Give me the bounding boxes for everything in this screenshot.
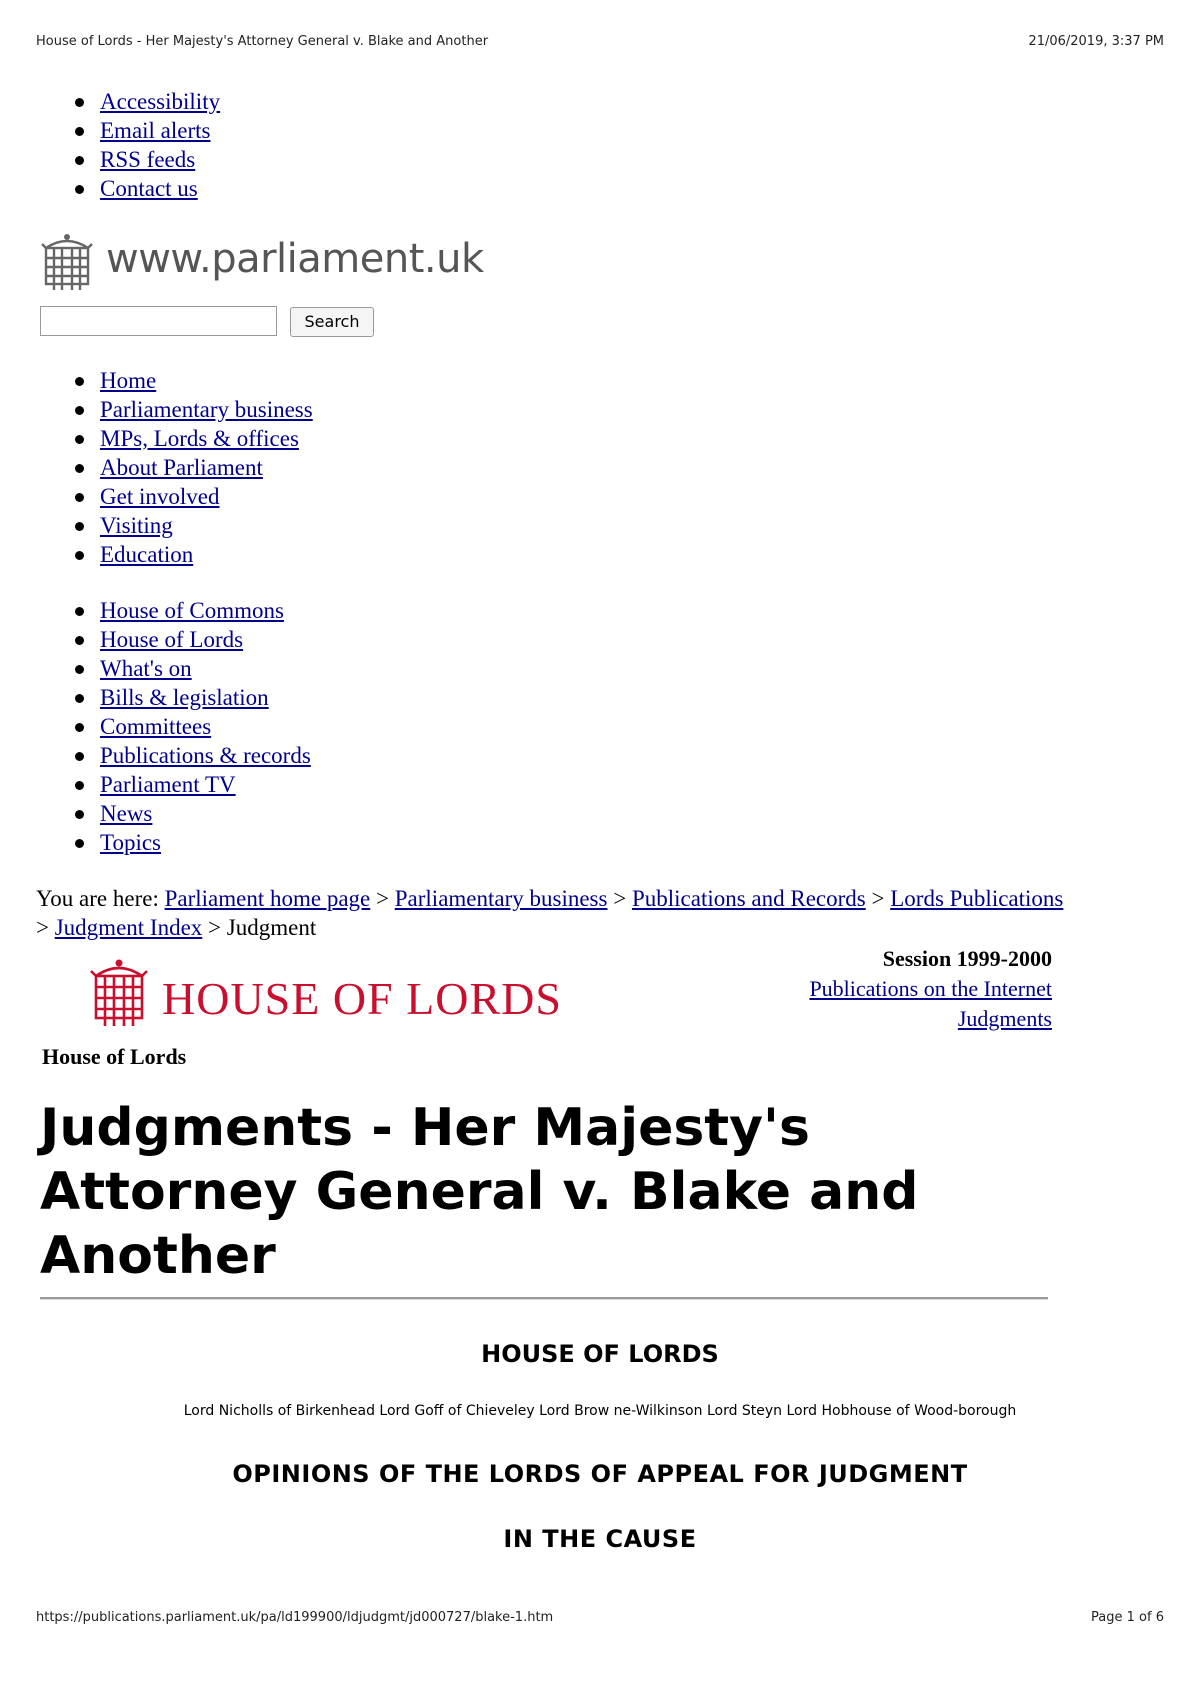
nav-topics-link[interactable]: Topics bbox=[100, 830, 161, 855]
accessibility-link[interactable]: Accessibility bbox=[100, 89, 221, 114]
main-nav-item bbox=[100, 482, 313, 511]
site-logo[interactable] bbox=[38, 230, 498, 296]
house-of-lords-logo bbox=[86, 958, 646, 1030]
breadcrumb-prefix: You are here: bbox=[36, 886, 159, 911]
section-nav-item bbox=[100, 799, 311, 828]
breadcrumb-separator: > bbox=[376, 886, 389, 911]
breadcrumb bbox=[36, 884, 1076, 942]
section-nav-item bbox=[100, 828, 311, 857]
session-block bbox=[809, 944, 1052, 1034]
main-nav-item bbox=[100, 540, 313, 569]
section-nav-item bbox=[100, 770, 311, 799]
nav-publications-records-link[interactable]: Publications & records bbox=[100, 743, 311, 768]
search-button[interactable]: Search bbox=[290, 307, 374, 337]
utility-nav-item bbox=[100, 116, 220, 145]
section-nav-item bbox=[100, 596, 311, 625]
section-nav-item bbox=[100, 654, 311, 683]
email-alerts-link[interactable]: Email alerts bbox=[100, 118, 211, 143]
page-title: Judgments - Her Majesty's Attorney General v. Blake and Another bbox=[40, 1098, 919, 1286]
portcullis-icon bbox=[38, 232, 96, 294]
breadcrumb-separator: > bbox=[871, 886, 885, 911]
house-of-lords-logo-text: HOUSE OF LORDS bbox=[162, 973, 562, 1024]
cause-heading: IN THE CAUSE bbox=[503, 1525, 697, 1553]
main-nav-item bbox=[100, 453, 313, 482]
section-nav bbox=[100, 596, 311, 857]
utility-nav-item bbox=[100, 174, 220, 203]
nav-mps-lords-offices-link[interactable]: MPs, Lords & offices bbox=[100, 426, 299, 451]
main-nav-item bbox=[100, 511, 313, 540]
utility-nav bbox=[100, 87, 220, 203]
nav-get-involved-link[interactable]: Get involved bbox=[100, 484, 220, 509]
nav-parliamentary-business-link[interactable]: Parliamentary business bbox=[100, 397, 313, 422]
site-logo-text: www.parliament.uk bbox=[106, 236, 484, 282]
main-nav bbox=[100, 366, 313, 569]
horizontal-rule bbox=[40, 1297, 1048, 1300]
nav-house-of-commons-link[interactable]: House of Commons bbox=[100, 598, 284, 623]
utility-nav-item bbox=[100, 145, 220, 174]
rss-feeds-link[interactable]: RSS feeds bbox=[100, 147, 196, 172]
breadcrumb-publications-records-link[interactable]: Publications and Records bbox=[631, 886, 866, 911]
contact-us-link[interactable]: Contact us bbox=[100, 176, 198, 201]
utility-nav-item bbox=[100, 87, 220, 116]
nav-home-link[interactable]: Home bbox=[100, 368, 157, 393]
main-nav-item bbox=[100, 424, 313, 453]
opinions-heading: OPINIONS OF THE LORDS OF APPEAL FOR JUDGMENT bbox=[232, 1460, 968, 1488]
nav-whats-on-link[interactable]: What's on bbox=[100, 656, 192, 681]
search-input[interactable] bbox=[40, 306, 277, 336]
breadcrumb-parliament-home-link[interactable]: Parliament home page bbox=[164, 886, 371, 911]
publications-on-internet-link[interactable]: Publications on the Internet bbox=[809, 976, 1052, 1001]
breadcrumb-judgment-index-link[interactable]: Judgment Index bbox=[54, 915, 203, 940]
section-nav-item bbox=[100, 712, 311, 741]
breadcrumb-separator: > bbox=[208, 915, 222, 940]
print-footer bbox=[36, 1610, 1164, 1630]
session-label: Session 1999-2000 bbox=[882, 946, 1052, 971]
judgments-link[interactable]: Judgments bbox=[957, 1006, 1052, 1031]
print-header bbox=[36, 34, 1164, 54]
main-nav-item bbox=[100, 395, 313, 424]
nav-education-link[interactable]: Education bbox=[100, 542, 194, 567]
section-nav-item bbox=[100, 741, 311, 770]
nav-news-link[interactable]: News bbox=[100, 801, 153, 826]
nav-house-of-lords-link[interactable]: House of Lords bbox=[100, 627, 244, 652]
section-nav-item bbox=[100, 625, 311, 654]
judgment-house-heading: HOUSE OF LORDS bbox=[481, 1340, 719, 1368]
nav-visiting-link[interactable]: Visiting bbox=[100, 513, 173, 538]
main-nav-item bbox=[100, 366, 313, 395]
print-header-datetime: 21/06/2019, 3:37 PM bbox=[1028, 34, 1164, 49]
nav-about-parliament-link[interactable]: About Parliament bbox=[100, 455, 263, 480]
print-footer-url: https://publications.parliament.uk/pa/ld199900/ldjudgmt/jd000727/blake-1.htm bbox=[36, 1610, 554, 1625]
breadcrumb-current: Judgment bbox=[226, 915, 317, 940]
portcullis-icon bbox=[86, 958, 152, 1030]
nav-bills-legislation-link[interactable]: Bills & legislation bbox=[100, 685, 269, 710]
print-footer-page: Page 1 of 6 bbox=[1091, 1610, 1164, 1625]
breadcrumb-separator: > bbox=[613, 886, 627, 911]
breadcrumb-separator: > bbox=[36, 915, 49, 940]
print-header-title: House of Lords - Her Majesty's Attorney General v. Blake and Another bbox=[36, 34, 489, 49]
breadcrumb-lords-publications-link[interactable]: Lords Publications bbox=[890, 886, 1064, 911]
house-label: House of Lords bbox=[42, 1044, 187, 1069]
nav-committees-link[interactable]: Committees bbox=[100, 714, 212, 739]
judgment-lords-list: Lord Nicholls of Birkenhead Lord Goff of Chieveley Lord Brow ne-Wilkinson Lord Steyn Lord Hobhouse of Wood-borough bbox=[183, 1403, 1017, 1419]
nav-parliament-tv-link[interactable]: Parliament TV bbox=[100, 772, 236, 797]
section-nav-item bbox=[100, 683, 311, 712]
breadcrumb-parliamentary-business-link[interactable]: Parliamentary business bbox=[394, 886, 608, 911]
